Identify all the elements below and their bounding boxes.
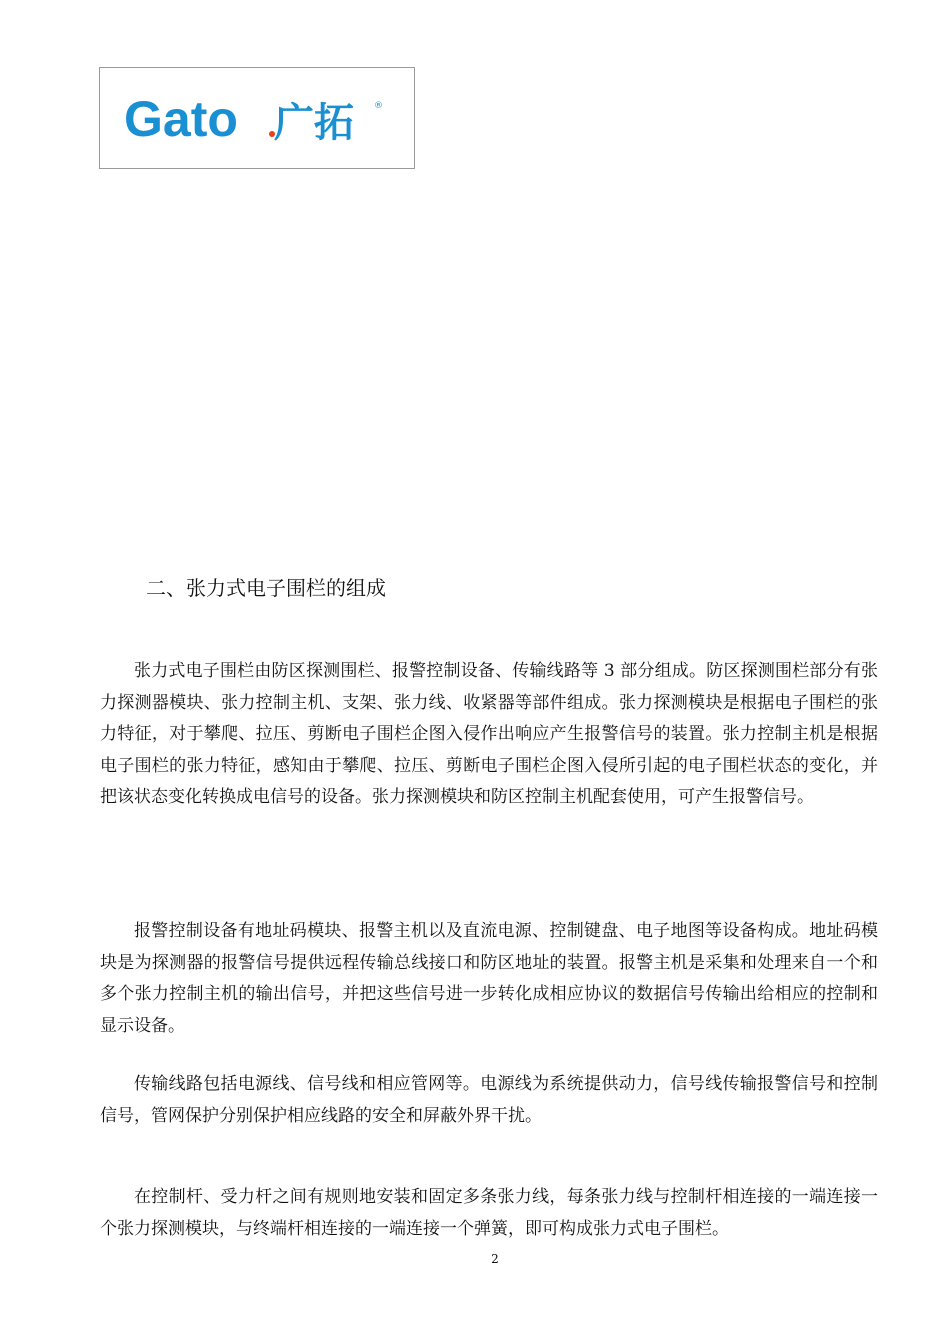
company-logo <box>124 92 394 148</box>
logo-latin-text: Gato <box>124 92 238 147</box>
logo-chinese-text: 广拓 <box>274 100 354 146</box>
paragraph-composition: 张力式电子围栏由防区探测围栏、报警控制设备、传输线路等 3 部分组成。防区探测围栏部分有张力探测器模块、张力控制主机、支架、张力线、收紧器等部件组成。张力探测模块是根据电子围栏的张力特征，对于攀爬、拉压、剪断电子围栏企图入侵作出响应产生报警信号的装置。张力控制主机是根据电子围栏的张力特征，感知由于攀爬、拉压、剪断电子围栏企图入侵所引起的电子围栏状态的变化，并把该状态变化转换成电信号的设备。张力探测模块和防区控制主机配套使用，可产生报警信号。 <box>100 661 878 807</box>
paragraph-construction: 在控制杆、受力杆之间有规则地安装和固定多条张力线，每条张力线与控制杆相连接的一端连接一个张力探测模块，与终端杆相连接的一端连接一个弹簧，即可构成张力式电子围栏。 <box>100 1187 878 1239</box>
paragraph-transmission: 传输线路包括电源线、信号线和相应管网等。电源线为系统提供动力，信号线传输报警信号和控制信号，管网保护分别保护相应线路的安全和屏蔽外界干扰。 <box>100 1074 878 1126</box>
registered-mark: ® <box>374 101 383 111</box>
section-heading: 二、张力式电子围栏的组成 <box>146 576 386 600</box>
company-logo-frame <box>99 67 415 169</box>
paragraph-alarm-control: 报警控制设备有地址码模块、报警主机以及直流电源、控制键盘、电子地图等设备构成。地址码模块是为探测器的报警信号提供远程传输总线接口和防区地址的装置。报警主机是采集和处理来自一个和多个张力控制主机的输出信号，并把这些信号进一步转化成相应协议的数据信号传输出给相应的控制和显示设备。 <box>100 921 878 1036</box>
page-number: 2 <box>491 1252 499 1266</box>
